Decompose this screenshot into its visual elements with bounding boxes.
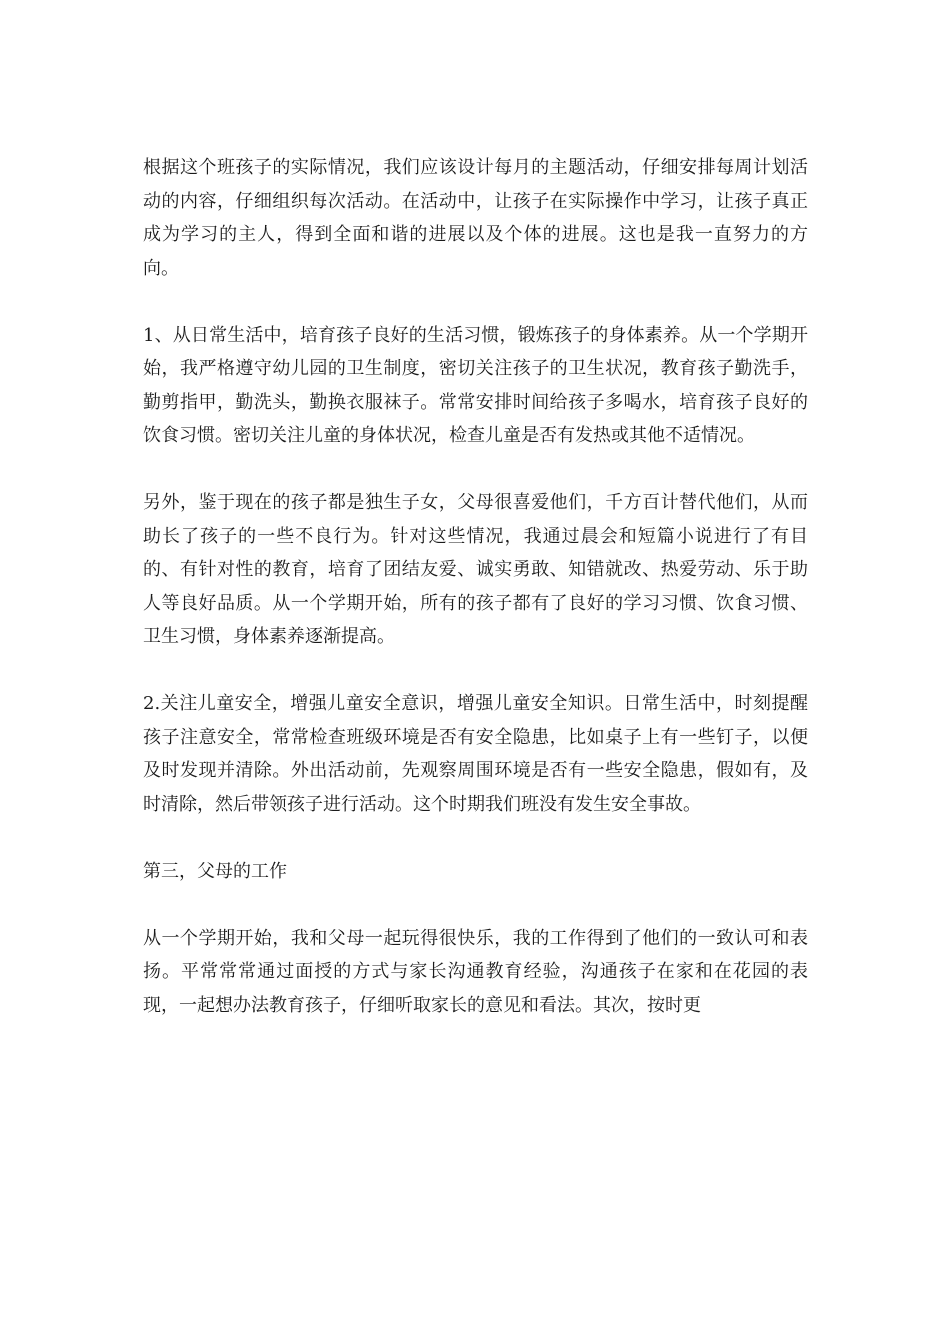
- paragraph-daily-habits: 1、从日常生活中，培育孩子良好的生活习惯，锻炼孩子的身体素养。从一个学期开始，我严格遵守幼儿园的卫生制度，密切关注孩子的卫生状况，教育孩子勤洗手，勤剪指甲，勤洗头，勤换衣服袜子。常常安排时间给孩子多喝水，培育孩子良好的饮食习惯。密切关注儿童的身体状况，检查儿童是否有发热或其他不适情况。: [143, 324, 808, 446]
- paragraph-parent-work: 从一个学期开始，我和父母一起玩得很快乐，我的工作得到了他们的一致认可和表扬。平常常常通过面授的方式与家长沟通教育经验，沟通孩子在家和在花园的表现，一起想办法教育孩子，仔细听取家长的意见和看法。其次，按时更: [143, 927, 808, 1016]
- paragraph-intro: 根据这个班孩子的实际情况，我们应该设计每月的主题活动，仔细安排每周计划活动的内容，仔细组织每次活动。在活动中，让孩子在实际操作中学习，让孩子真正成为学习的主人，得到全面和谐的进展以及个体的进展。这也是我一直努力的方向。: [143, 157, 808, 279]
- document-body: [143, 151, 808, 1022]
- paragraph-safety: 2.关注儿童安全，增强儿童安全意识，增强儿童安全知识。日常生活中，时刻提醒孩子注意安全，常常检查班级环境是否有安全隐患，比如桌子上有一些钉子，以便及时发现并清除。外出活动前，先观察周围环境是否有一些安全隐患，假如有，及时清除，然后带领孩子进行活动。这个时期我们班没有发生安全事故。: [143, 693, 808, 815]
- section-heading-parents: 第三，父母的工作: [143, 860, 287, 882]
- paragraph-character-education: 另外，鉴于现在的孩子都是独生子女，父母很喜爱他们，千方百计替代他们，从而助长了孩子的一些不良行为。针对这些情况，我通过晨会和短篇小说进行了有目的、有针对性的教育，培育了团结友爱、诚实勇敢、知错就改、热爱劳动、乐于助人等良好品质。从一个学期开始，所有的孩子都有了良好的学习习惯、饮食习惯、卫生习惯，身体素养逐渐提高。: [143, 492, 808, 647]
